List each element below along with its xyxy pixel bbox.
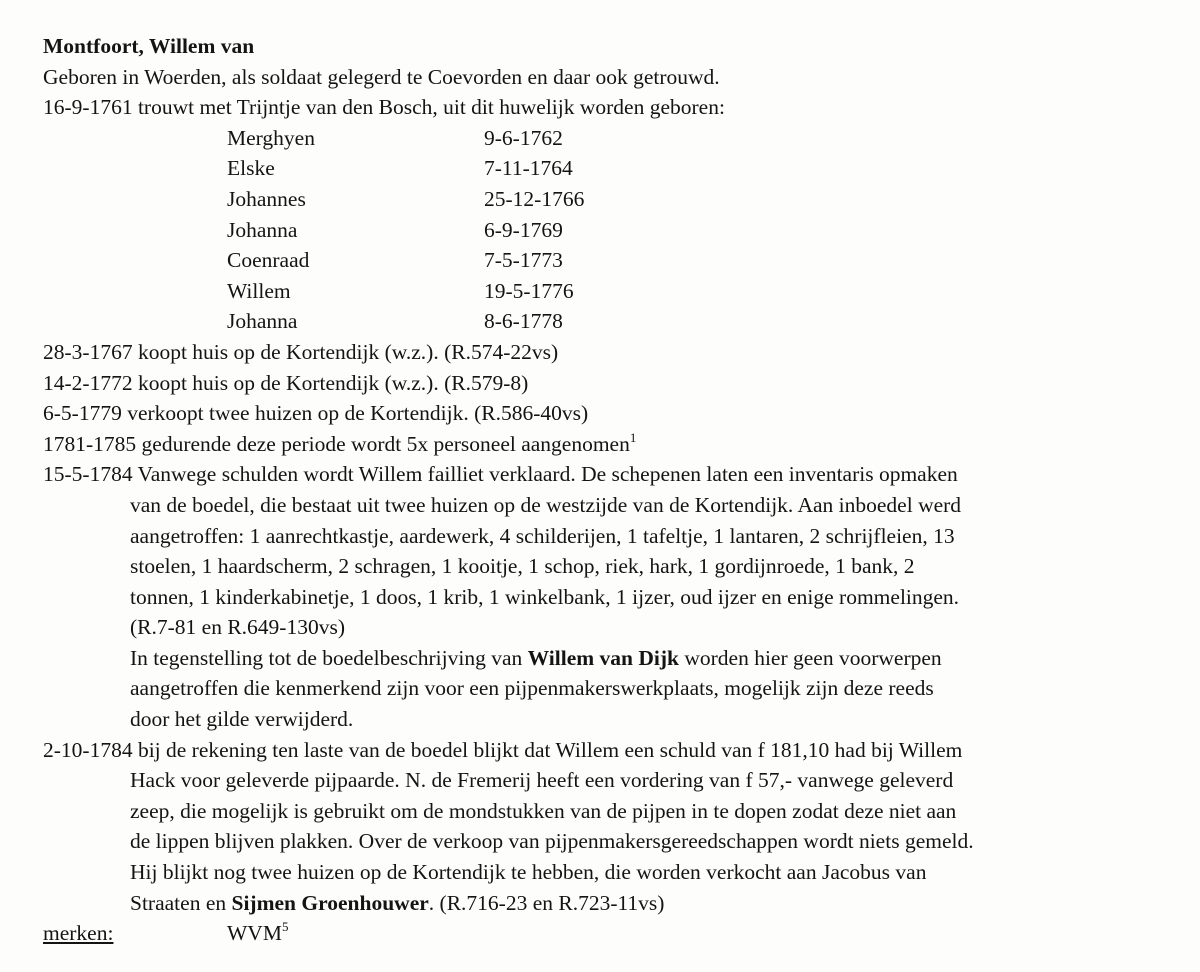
child-date: 7-5-1773	[484, 248, 563, 273]
buyer-name-bold: Sijmen Groenhouwer	[231, 890, 429, 915]
bankruptcy-line-6: (R.7-81 en R.649-130vs)	[130, 615, 345, 640]
accounting-line-6	[43, 888, 1161, 919]
footnote-ref: 1	[629, 429, 637, 445]
child-row	[227, 215, 1161, 246]
child-name: Elske	[227, 156, 275, 181]
accounting-line-4: de lippen blijven plakken. Over de verkoop van pijpenmakersgereedschappen wordt niets gemeld.	[130, 829, 974, 854]
bankruptcy-line-5: tonnen, 1 kinderkabinetje, 1 doos, 1 krib, 1 winkelbank, 1 ijzer, oud ijzer en enige rommelingen.	[130, 584, 960, 609]
marriage-line: 16-9-1761 trouwt met Trijntje van den Bosch, uit dit huwelijk worden geboren:	[43, 95, 725, 120]
child-name: Johanna	[227, 309, 298, 334]
bankruptcy-line-2: van de boedel, die bestaat uit twee huizen op de westzijde van de Kortendijk. Aan inboedel werd	[130, 492, 962, 517]
accounting-text-b: . (R.716-23 en R.723-11vs)	[428, 890, 665, 915]
children-list	[227, 123, 1161, 337]
child-date: 8-6-1778	[484, 309, 563, 334]
accounting-line-3: zeep, die mogelijk is gebruikt om de mondstukken van de pijpen in te dopen zodat deze niet aan	[130, 798, 957, 823]
bankruptcy-line-4: stoelen, 1 haardscherm, 2 schragen, 1 kooitje, 1 schop, riek, hark, 1 gordijnroede, 1 bank, 2	[130, 554, 915, 579]
comparison-line-1	[43, 643, 1161, 674]
child-row	[227, 306, 1161, 337]
event-1767: 28-3-1767 koopt huis op de Kortendijk (w.z.). (R.574-22vs)	[43, 339, 559, 364]
child-row	[227, 153, 1161, 184]
child-row	[227, 276, 1161, 307]
child-row	[227, 245, 1161, 276]
child-name: Merghyen	[227, 125, 315, 150]
marks-value: WVM	[227, 921, 282, 946]
intro-line: Geboren in Woerden, als soldaat gelegerd te Coevorden en daar ook getrouwd.	[43, 64, 720, 89]
child-date: 6-9-1769	[484, 217, 563, 242]
marks-row	[43, 918, 1161, 949]
child-row	[227, 184, 1161, 215]
comparison-line-2: aangetroffen die kenmerkend zijn voor een pijpenmakerswerkplaats, mogelijk zijn deze reeds	[130, 676, 934, 701]
marks-footnote-ref: 5	[281, 919, 289, 935]
child-name: Johannes	[227, 186, 306, 211]
marks-label: merken:	[43, 921, 114, 946]
child-row	[227, 123, 1161, 154]
person-name-bold: Willem van Dijk	[527, 645, 679, 670]
bankruptcy-line-3: aangetroffen: 1 aanrechtkastje, aardewerk, 4 schilderijen, 1 tafeltje, 1 lantaren, 2 schrijfleien, 13	[130, 523, 955, 548]
accounting-line-2: Hack voor geleverde pijpaarde. N. de Fremerij heeft een vordering van f 57,- vanwege geleverd	[130, 768, 954, 793]
accounting-line-1: 2-10-1784 bij de rekening ten laste van de boedel blijkt dat Willem een schuld van f 181,10 had bij Willem	[43, 737, 963, 762]
entry-title: Montfoort, Willem van	[43, 34, 255, 58]
child-date: 19-5-1776	[484, 278, 574, 303]
child-date: 25-12-1766	[484, 186, 585, 211]
event-1781	[43, 429, 1161, 460]
child-name: Coenraad	[227, 248, 310, 273]
comparison-text-a: In tegenstelling tot de boedelbeschrijving van	[130, 645, 528, 670]
bankruptcy-line-1: 15-5-1784 Vanwege schulden wordt Willem failliet verklaard. De schepenen laten een inventaris opmaken	[43, 462, 958, 487]
accounting-line-5: Hij blijkt nog twee huizen op de Kortendijk te hebben, die worden verkocht aan Jacobus van	[130, 860, 927, 885]
comparison-line-3: door het gilde verwijderd.	[130, 707, 354, 732]
event-1779: 6-5-1779 verkoopt twee huizen op de Kortendijk. (R.586-40vs)	[43, 401, 589, 426]
child-name: Johanna	[227, 217, 298, 242]
child-date: 9-6-1762	[484, 125, 563, 150]
accounting-text-a: Straaten en	[130, 890, 232, 915]
child-name: Willem	[227, 278, 291, 303]
child-date: 7-11-1764	[484, 156, 573, 181]
event-1772: 14-2-1772 koopt huis op de Kortendijk (w.z.). (R.579-8)	[43, 370, 529, 395]
marks-value-wrap	[227, 918, 288, 949]
comparison-text-b: worden hier geen voorwerpen	[678, 645, 942, 670]
event-1781-text: 1781-1785 gedurende deze periode wordt 5x personeel aangenomen	[43, 431, 630, 456]
